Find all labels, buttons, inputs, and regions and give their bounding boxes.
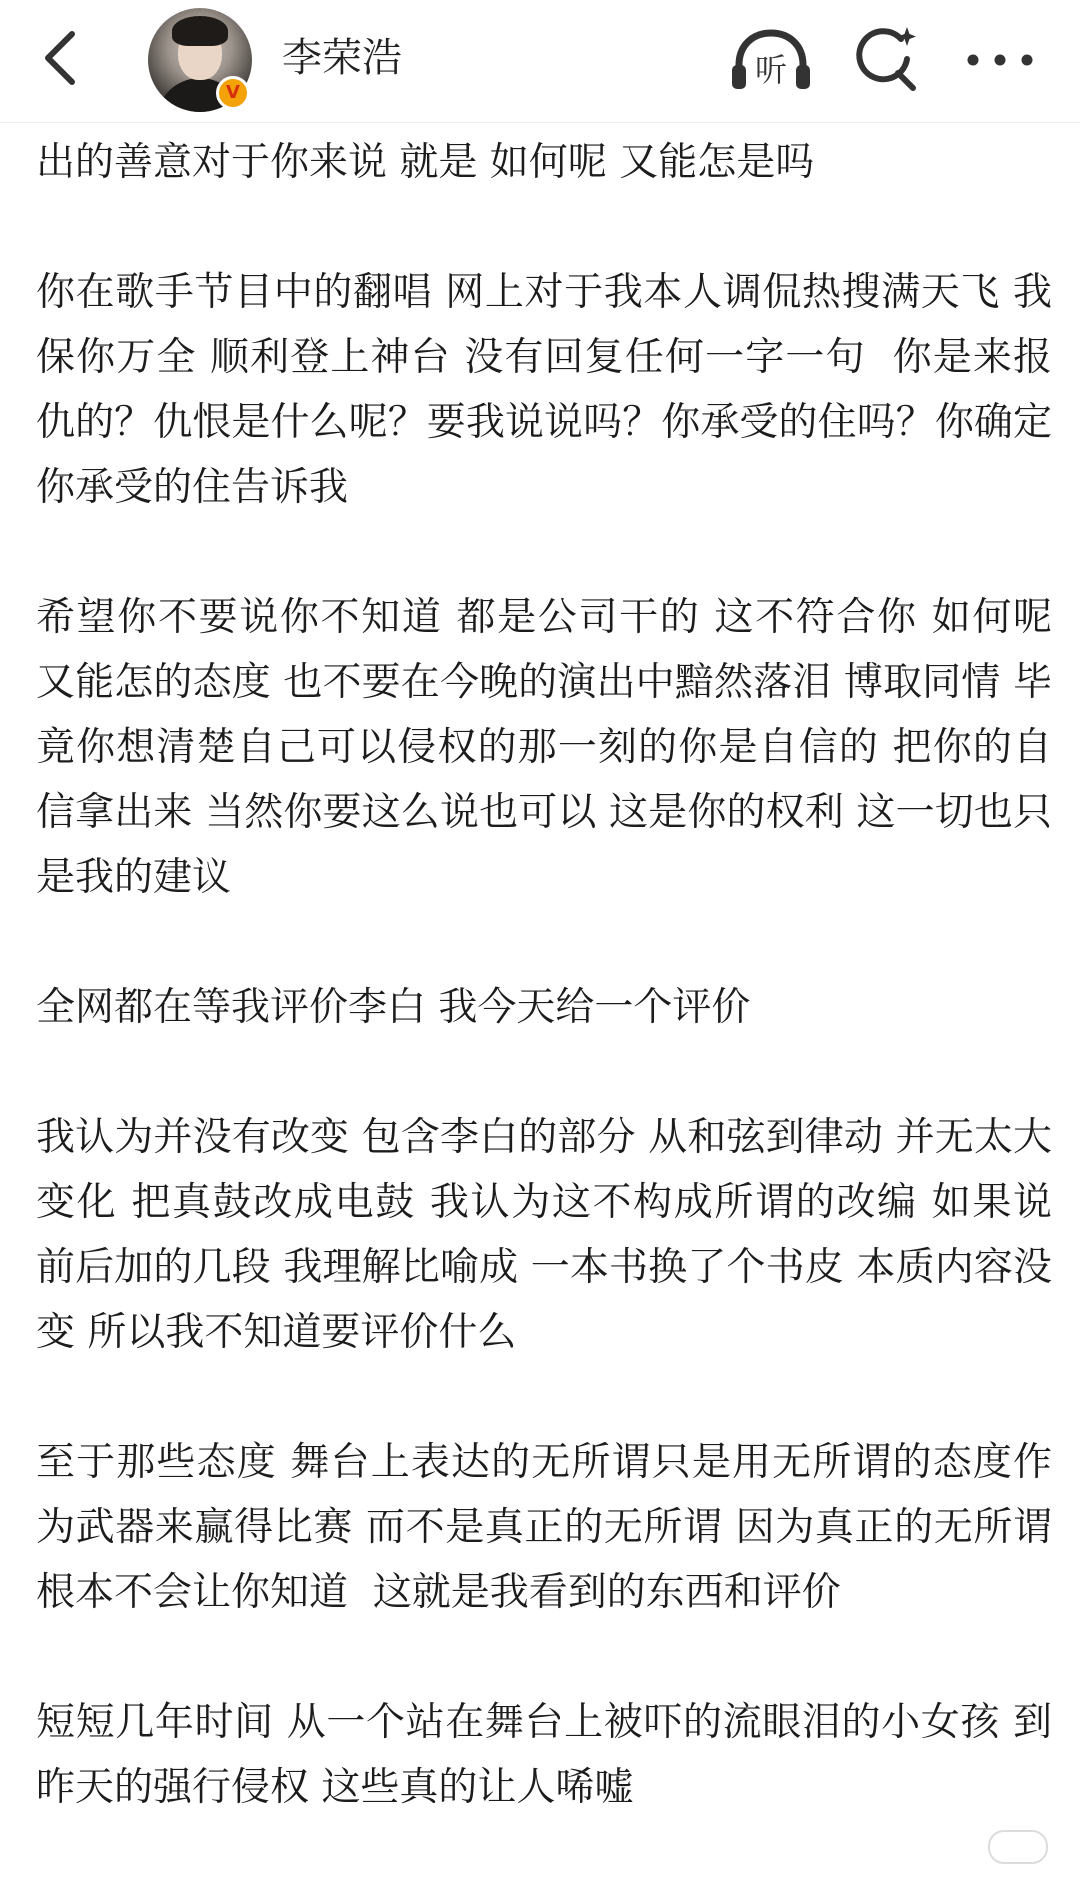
headphones-icon xyxy=(729,25,813,95)
listen-label: 听 xyxy=(754,51,788,89)
watermark xyxy=(988,1830,1058,1864)
weibo-watermark-logo xyxy=(988,1830,1048,1864)
post-paragraph: 我认为并没有改变 包含李白的部分 从和弦到律动 并无太大变化 把真鼓改成电鼓 我认为这不构成所谓的改编 如果说 前后加的几段 我理解比喻成 一本书换了个书皮 本质内容没变 所以我不知道要评价什么 xyxy=(36,1115,1065,1355)
back-button[interactable] xyxy=(30,24,90,92)
more-options-button[interactable] xyxy=(958,20,1042,100)
more-horizontal-icon xyxy=(965,50,1035,70)
post-paragraph: 短短几年时间 从一个站在舞台上被吓的流眼泪的小女孩 到昨天的强行侵权 这些真的让人唏嘘 xyxy=(36,1700,1052,1810)
post-paragraph: 出的善意对于你来说 就是 如何呢 又能怎是吗 xyxy=(36,140,815,185)
chevron-left-icon xyxy=(40,28,80,88)
post-paragraph: 你在歌手节目中的翻唱 网上对于我本人调侃热搜满天飞 我保你万全 顺利登上神台 没有回复任何一字一句 你是来报仇的？仇恨是什么呢？要我说说吗？你承受的住吗？你确定你承受的住告诉我 xyxy=(36,270,1052,510)
ai-search-icon xyxy=(851,25,921,95)
post-content xyxy=(36,130,1065,1885)
username[interactable]: 李荣浩 xyxy=(282,35,402,81)
post-paragraph: 全网都在等我评价李白 我今天给一个评价 xyxy=(36,985,751,1030)
top-nav-bar xyxy=(0,0,1080,123)
search-button[interactable] xyxy=(848,20,924,100)
verified-badge: V xyxy=(216,76,250,110)
user-avatar-container[interactable] xyxy=(148,8,252,112)
listen-button[interactable] xyxy=(724,20,818,100)
post-paragraph: 希望你不要说你不知道 都是公司干的 这不符合你 如何呢 又能怎的态度 也不要在今晚的演出中黯然落泪 博取同情 毕竟你想清楚自己可以侵权的那一刻的你是自信的 把你的自信拿出来 当然你要这么说也可以 这是你的权利 这一切也只是我的建议 xyxy=(36,595,1065,900)
post-paragraph: 至于那些态度 舞台上表达的无所谓只是用无所谓的态度作为武器来赢得比赛 而不是真正的无所谓 因为真正的无所谓根本不会让你知道 这就是我看到的东西和评价 xyxy=(36,1440,1052,1615)
